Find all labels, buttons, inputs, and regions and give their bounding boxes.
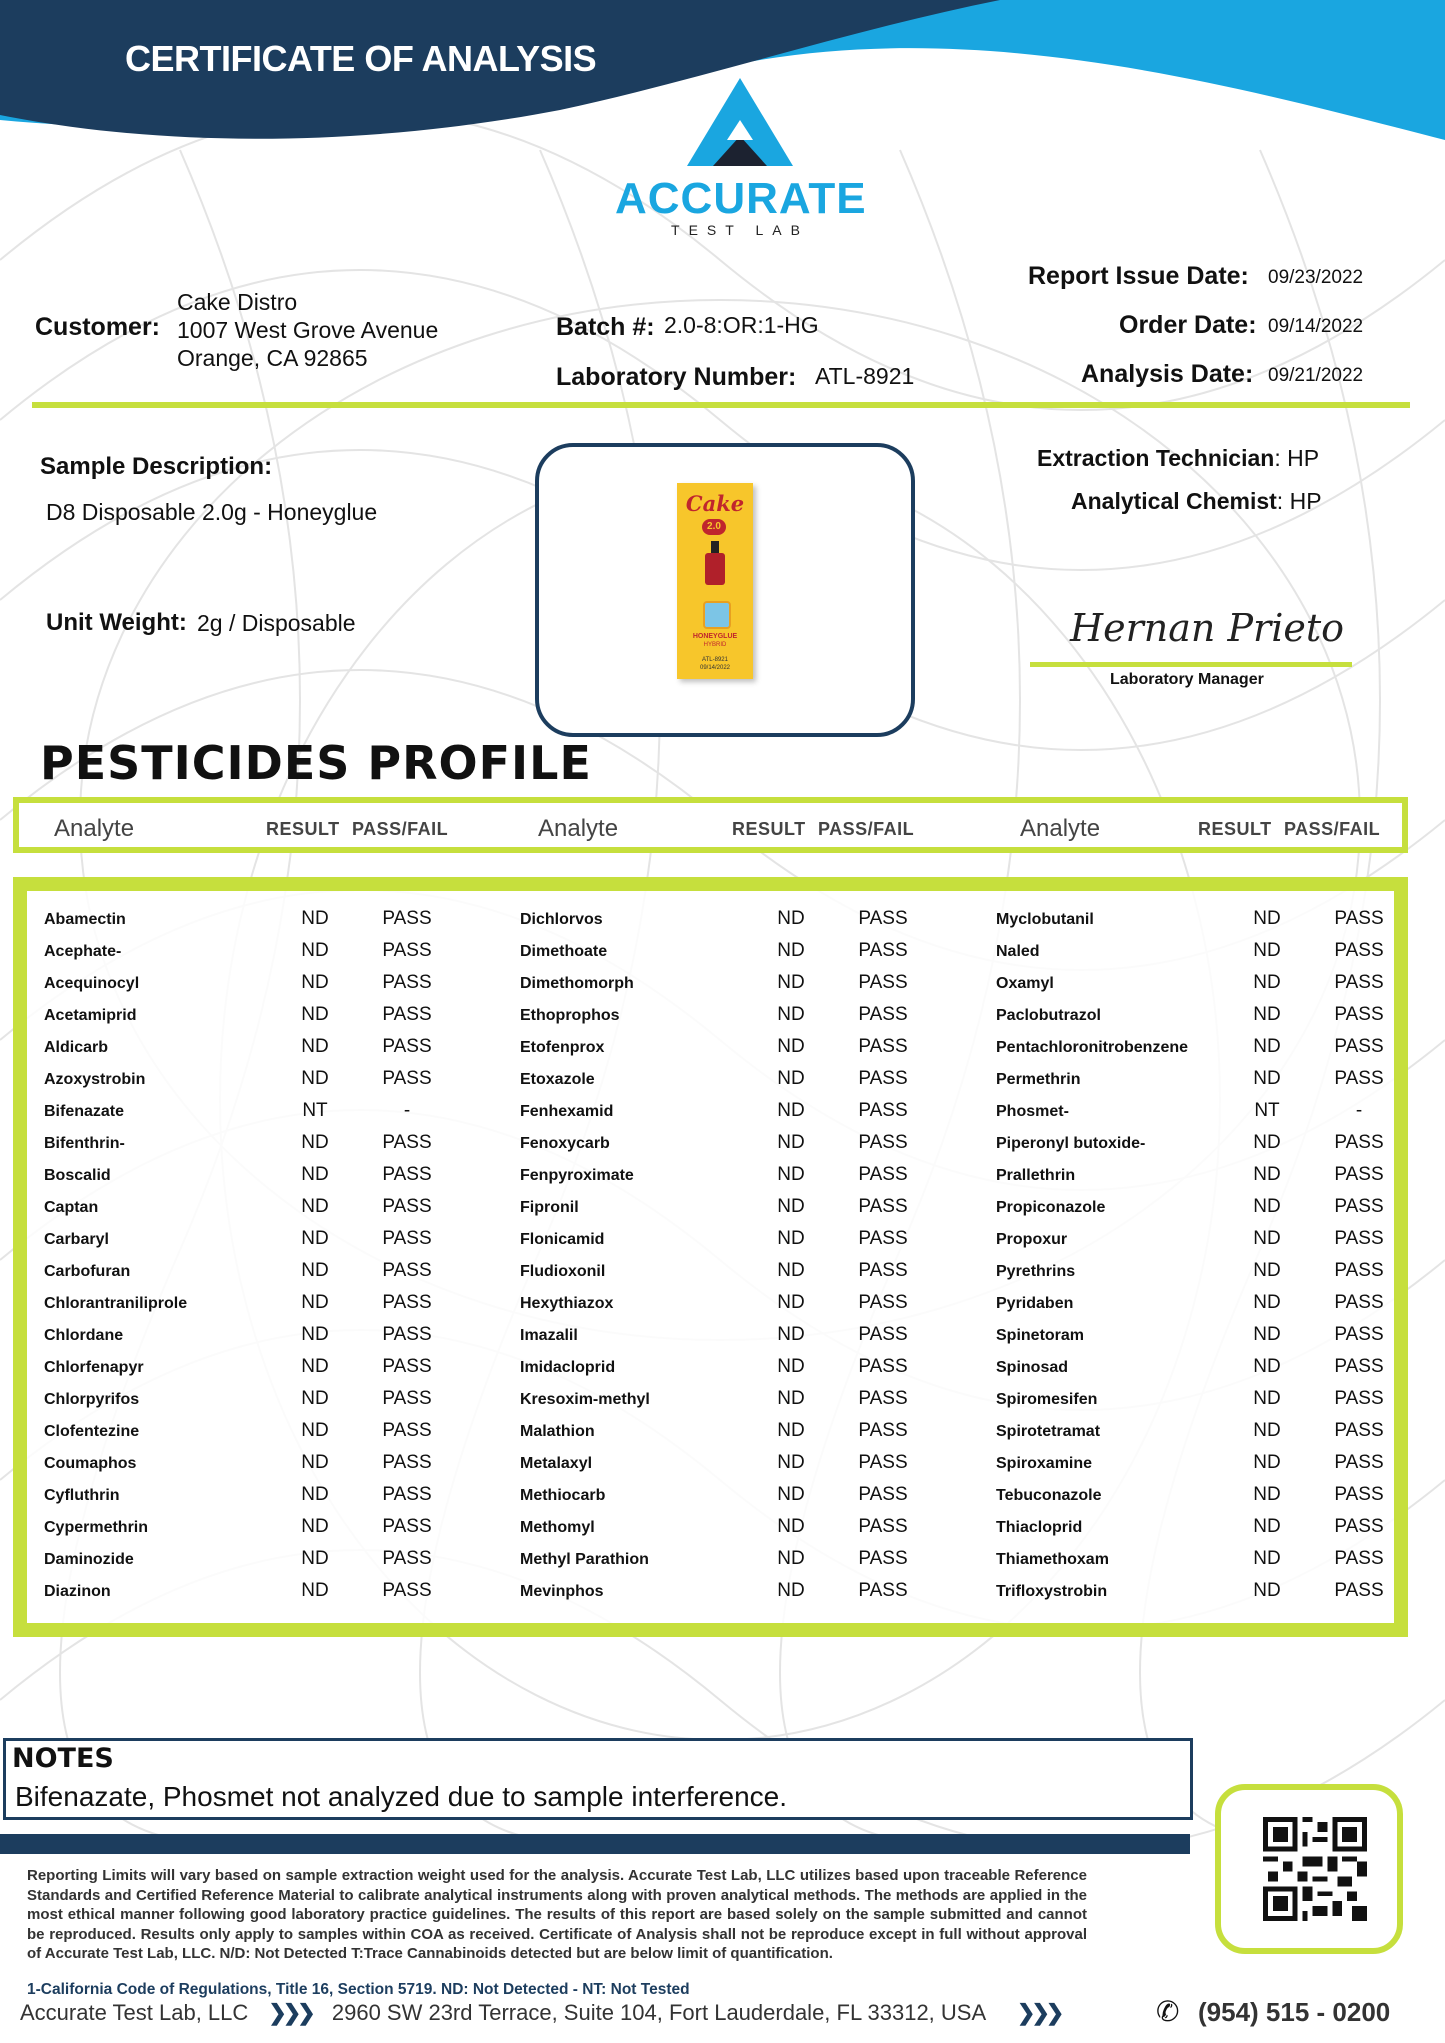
product-box [677,483,753,679]
analyte-result: ND [777,1292,805,1313]
analyte-passfail: PASS [382,1292,432,1313]
issue-date-label: Report Issue Date: [1028,262,1249,290]
analyte-passfail: PASS [858,972,908,993]
analyte-passfail: PASS [1334,972,1384,993]
analyte-result: ND [301,1260,329,1281]
analytical-chemist: Analytical Chemist: HP [1071,488,1322,514]
table-column-header [13,797,1408,853]
manager-signature: Hernan Prieto [1070,606,1344,650]
analyte-name: Ethoprophos [520,1007,620,1024]
qr-code-icon[interactable] [1263,1817,1367,1921]
analyte-result: ND [1253,1516,1281,1537]
analyte-result: ND [777,1132,805,1153]
analyte-passfail: PASS [1334,1484,1384,1505]
analyte-name: Flonicamid [520,1231,605,1248]
analyte-result: ND [777,1196,805,1217]
analyte-name: Fenpyroximate [520,1167,634,1184]
analyte-name: Permethrin [996,1071,1081,1088]
arrow-chevrons-icon: ❯❯❯ [268,2000,312,2025]
analyte-passfail: PASS [382,972,432,993]
analyte-result: ND [1253,1356,1281,1377]
analyte-name: Acequinocyl [44,975,140,992]
analyte-result: ND [1253,1452,1281,1473]
analyte-passfail: PASS [858,1004,908,1025]
analyte-name: Propiconazole [996,1199,1106,1216]
analyte-result: ND [301,1068,329,1089]
analyte-result: ND [777,1484,805,1505]
product-code: ATL-8921 [702,657,728,663]
analyte-result: ND [777,1100,805,1121]
analyte-result: ND [777,1164,805,1185]
disclaimer-text: Reporting Limits will vary based on sample extraction weight used for the analysis. Accurate Test Lab, LLC utilizes based upon traceable Reference Standards and Certified Reference Material to calibrate analytical instruments along with proven analytical methods. The methods are applied in the most ethical manner following good laboratory practice guidelines. The results of this report are based solely on the sample submitted and cannot be reproduced. Results only apply to samples within COA as received. Certificate of Analysis shall not be reproduce except in full without approval of Accurate Test Lab, LLC. N/D: Not Detected T:Trace Cannabinoids detected but are below limit of quantification. [27,1867,1087,1962]
analyte-result: ND [1253,1548,1281,1569]
analyte-name: Captan [44,1199,99,1216]
lab-number-value: ATL-8921 [815,363,915,389]
analyte-name: Fenhexamid [520,1103,614,1120]
extraction-technician-label: Extraction Technician [1037,445,1275,471]
analyte-name: Chlorfenapyr [44,1359,144,1376]
analyte-result: ND [777,1324,805,1345]
analyte-passfail: PASS [1334,1164,1384,1185]
analyte-result: ND [301,1452,329,1473]
batch-label: Batch #: [556,313,655,341]
analyte-result: ND [1253,1388,1281,1409]
order-date-label: Order Date: [1119,311,1257,339]
customer-label: Customer: [35,313,161,341]
analyte-name: Fludioxonil [520,1263,606,1280]
logo-subtitle: TEST LAB [671,222,809,238]
analyte-result: ND [301,972,329,993]
analyte-passfail: PASS [1334,1420,1384,1441]
analyte-name: Pentachloronitrobenzene [996,1039,1189,1056]
table-row [27,1287,1394,1319]
product-line-2: HYBRID [703,642,727,648]
analyte-passfail: - [403,1100,411,1121]
analyte-result: ND [1253,1260,1281,1281]
analyte-result: ND [777,1068,805,1089]
table-row [27,967,1394,999]
analyte-name: Azoxystrobin [44,1071,146,1088]
table-row [27,1351,1394,1383]
extraction-technician-value: HP [1287,445,1320,471]
analyte-name: Pyridaben [996,1295,1074,1312]
product-line-1: HONEYGLUE [692,633,738,640]
analyte-name: Myclobutanil [996,911,1094,928]
analyte-name: Phosmet- [996,1103,1069,1120]
analyte-result: ND [777,1452,805,1473]
analyte-result: ND [301,1388,329,1409]
analyte-result: ND [777,1260,805,1281]
analyte-name: Dimethomorph [520,975,634,992]
analyte-passfail: PASS [858,1228,908,1249]
analyte-name: Chlorantraniliprole [44,1295,188,1312]
analyte-passfail: PASS [1334,908,1384,929]
analyte-passfail: PASS [382,1260,432,1281]
analyte-name: Tebuconazole [996,1487,1102,1504]
analytical-chemist-value: HP [1289,488,1322,514]
analyte-result: ND [301,908,329,929]
unit-weight-label: Unit Weight: [46,609,187,636]
table-row [27,1415,1394,1447]
analyte-passfail: PASS [1334,940,1384,961]
analyte-result: ND [777,972,805,993]
analyte-passfail: PASS [858,1516,908,1537]
analyte-name: Acephate- [44,943,122,960]
accurate-logo [615,78,865,243]
manager-label: Laboratory Manager [1110,671,1264,688]
analyte-result: ND [301,1132,329,1153]
table-row [27,1223,1394,1255]
batch-value: 2.0-8:OR:1-HG [664,312,819,338]
column-analyte-2: Analyte [538,815,619,842]
analyte-name: Thiamethoxam [996,1551,1109,1568]
notes-box [3,1738,1193,1820]
analyte-name: Thiacloprid [996,1519,1083,1536]
analyte-name: Clofentezine [44,1423,140,1440]
analyte-name: Naled [996,943,1040,960]
analyte-result: ND [777,1228,805,1249]
analyte-passfail: PASS [382,1452,432,1473]
analyte-name: Acetamiprid [44,1007,137,1024]
analyte-result: ND [1253,972,1281,993]
product-badge: 2.0 [702,519,726,535]
regulation-note: 1-California Code of Regulations, Title 16, Section 5719. ND: Not Detected - NT: Not Tested [27,1981,690,1998]
analyte-name: Propoxur [996,1231,1068,1248]
analyte-result: ND [301,1356,329,1377]
analyte-result: ND [777,940,805,961]
analyte-name: Spinosad [996,1359,1069,1376]
analyte-passfail: PASS [382,908,432,929]
column-analyte-3: Analyte [1020,815,1101,842]
analyte-passfail: PASS [382,1036,432,1057]
table-row [27,999,1394,1031]
column-passfail-2: PASS/FAIL [818,819,915,839]
analyte-passfail: PASS [382,1228,432,1249]
analyte-name: Oxamyl [996,975,1054,992]
analyte-result: ND [777,1420,805,1441]
analyte-passfail: PASS [858,1388,908,1409]
customer-address-1: 1007 West Grove Avenue [177,317,439,343]
analyte-passfail: PASS [858,1548,908,1569]
footer-address: 2960 SW 23rd Terrace, Suite 104, Fort Lauderdale, FL 33312, USA [331,2000,985,2025]
analyte-passfail: PASS [382,940,432,961]
analyte-passfail: PASS [858,1260,908,1281]
analyte-result: ND [1253,1196,1281,1217]
analyte-name: Spirotetramat [996,1423,1101,1440]
analyte-result: ND [777,1036,805,1057]
analyte-name: Carbofuran [44,1263,131,1280]
analyte-passfail: PASS [858,1164,908,1185]
analyte-name: Malathion [520,1423,595,1440]
analyte-name: Hexythiazox [520,1295,614,1312]
analyte-result: ND [777,1548,805,1569]
column-result-1: RESULT [266,819,340,839]
analyte-name: Fenoxycarb [520,1135,610,1152]
notes-text: Bifenazate, Phosmet not analyzed due to sample interference. [15,1781,788,1812]
analyte-name: Cypermethrin [44,1519,149,1536]
analyte-name: Spiroxamine [996,1455,1093,1472]
analyte-passfail: PASS [1334,1068,1384,1089]
analyte-passfail: PASS [382,1420,432,1441]
analyte-result: ND [1253,1324,1281,1345]
analyte-result: ND [1253,908,1281,929]
analyte-name: Etoxazole [520,1071,595,1088]
analysis-date-value: 09/21/2022 [1268,365,1364,386]
analyte-result: ND [777,1004,805,1025]
analyte-name: Piperonyl butoxide- [996,1135,1146,1152]
analyte-name: Spiromesifen [996,1391,1098,1408]
table-row [27,1479,1394,1511]
analyte-result: ND [1253,1420,1281,1441]
analyte-passfail: PASS [1334,1516,1384,1537]
notes-title: NOTES [12,1743,114,1774]
device-tip [711,541,719,553]
analyte-result: ND [777,908,805,929]
analyte-passfail: PASS [382,1324,432,1345]
column-analyte-1: Analyte [54,815,135,842]
arrow-chevrons-icon: ❯❯❯ [1017,2000,1061,2025]
analyte-name: Abamectin [44,911,126,928]
analyte-result: ND [301,1292,329,1313]
analyte-passfail: PASS [382,1164,432,1185]
analyte-result: ND [1253,940,1281,961]
analyte-result: ND [1253,1484,1281,1505]
product-date: 09/14/2022 [699,665,731,671]
column-passfail-1: PASS/FAIL [352,819,449,839]
analyte-passfail: PASS [1334,1324,1384,1345]
table-row [27,1255,1394,1287]
table-row [27,1095,1394,1127]
customer-name: Cake Distro [177,289,298,315]
table-row [27,1543,1394,1575]
analyte-result: ND [1253,1068,1281,1089]
lab-number-label: Laboratory Number: [556,363,797,391]
analyte-passfail: PASS [858,1580,908,1601]
table-row [27,1063,1394,1095]
sample-description-label: Sample Description: [40,453,273,480]
unit-weight-value: 2g / Disposable [197,610,356,636]
analyte-result: ND [301,940,329,961]
analyte-passfail: - [1355,1100,1363,1121]
analyte-passfail: PASS [858,1100,908,1121]
analyte-passfail: PASS [1334,1388,1384,1409]
signature-line [1030,662,1352,667]
logo-brand: ACCURATE [615,174,867,223]
pesticides-table [13,877,1408,1637]
analyte-result: ND [301,1420,329,1441]
analyte-passfail: PASS [382,1132,432,1153]
analyte-result: ND [1253,1292,1281,1313]
analyte-name: Chlorpyrifos [44,1391,140,1408]
footer-phone[interactable]: (954) 515 - 0200 [1198,1997,1391,2027]
analyte-result: ND [301,1196,329,1217]
analyte-passfail: PASS [1334,1132,1384,1153]
column-result-2: RESULT [732,819,806,839]
product-art [703,601,731,629]
sample-description-value: D8 Disposable 2.0g - Honeyglue [46,499,378,525]
analyte-result: ND [301,1004,329,1025]
analyte-result: ND [301,1516,329,1537]
analyte-passfail: PASS [382,1196,432,1217]
analyte-passfail: PASS [382,1388,432,1409]
analyte-result: ND [1253,1004,1281,1025]
analyte-name: Prallethrin [996,1167,1076,1184]
analyte-passfail: PASS [1334,1228,1384,1249]
analyte-name: Fipronil [520,1199,579,1216]
product-brand: Cake [685,491,745,516]
issue-date-value: 09/23/2022 [1268,267,1364,288]
analyte-passfail: PASS [858,1196,908,1217]
analyte-passfail: PASS [858,1292,908,1313]
analyte-name: Kresoxim-methyl [520,1391,650,1408]
analyte-result: ND [301,1036,329,1057]
extraction-technician: Extraction Technician: HP [1037,445,1320,471]
analyte-passfail: PASS [382,1484,432,1505]
analyte-passfail: PASS [1334,1580,1384,1601]
sample-photo [535,443,915,737]
table-row [27,1319,1394,1351]
table-row [27,1575,1394,1607]
analyte-passfail: PASS [1334,1036,1384,1057]
analyte-name: Imidacloprid [520,1359,616,1376]
column-passfail-3: PASS/FAIL [1284,819,1381,839]
analyte-result: ND [777,1516,805,1537]
device-body [705,553,725,585]
table-row [27,1511,1394,1543]
analyte-name: Boscalid [44,1167,111,1184]
table-row [27,1191,1394,1223]
analyte-name: Etofenprox [520,1039,605,1056]
analyte-name: Carbaryl [44,1231,109,1248]
footer-bar [0,1834,1190,1854]
order-date-value: 09/14/2022 [1268,316,1364,337]
analyte-passfail: PASS [858,1484,908,1505]
analyte-passfail: PASS [858,1068,908,1089]
analyte-passfail: PASS [858,1356,908,1377]
analyte-passfail: PASS [382,1580,432,1601]
analyte-name: Diazinon [44,1583,111,1600]
analyte-name: Methomyl [520,1519,595,1536]
analyte-passfail: PASS [1334,1196,1384,1217]
table-row [27,1383,1394,1415]
analyte-result: ND [1253,1580,1281,1601]
table-row [27,1159,1394,1191]
analyte-name: Methyl Parathion [520,1551,649,1568]
analyte-passfail: PASS [858,908,908,929]
analyte-name: Bifenthrin- [44,1135,125,1152]
analyte-name: Trifloxystrobin [996,1583,1108,1600]
table-row [27,935,1394,967]
analyte-result: ND [1253,1228,1281,1249]
analyte-passfail: PASS [1334,1452,1384,1473]
analyte-result: ND [301,1580,329,1601]
analyte-name: Dichlorvos [520,911,603,928]
analyte-name: Imazalil [520,1327,578,1344]
analyte-result: ND [777,1388,805,1409]
analyte-name: Coumaphos [44,1455,137,1472]
analyte-passfail: PASS [382,1548,432,1569]
analyte-passfail: PASS [1334,1004,1384,1025]
analyte-name: Dimethoate [520,943,608,960]
analyte-passfail: PASS [858,1452,908,1473]
analyte-result: ND [301,1324,329,1345]
logo-triangle-icon [687,78,793,170]
table-row [27,1127,1394,1159]
certificate-title: CERTIFICATE OF ANALYSIS [125,38,597,79]
analyte-name: Metalaxyl [520,1455,593,1472]
table-row [27,903,1394,935]
analyte-name: Bifenazate [44,1103,125,1120]
footer-contact [20,2000,1060,2026]
analyte-name: Pyrethrins [996,1263,1076,1280]
analyte-passfail: PASS [1334,1292,1384,1313]
analyte-result: NT [302,1100,328,1121]
analyte-passfail: PASS [1334,1260,1384,1281]
analyte-passfail: PASS [382,1004,432,1025]
header-divider [32,402,1410,408]
analyte-result: ND [1253,1132,1281,1153]
analyte-result: ND [301,1228,329,1249]
qr-code-frame[interactable] [1215,1784,1403,1954]
analyte-result: ND [777,1580,805,1601]
analyte-passfail: PASS [858,1420,908,1441]
footer-company: Accurate Test Lab, LLC [20,2000,249,2025]
analyte-result: ND [1253,1164,1281,1185]
analyte-name: Methiocarb [520,1487,606,1504]
analyte-passfail: PASS [382,1356,432,1377]
analyte-name: Spinetoram [996,1327,1085,1344]
analyte-name: Cyfluthrin [44,1487,120,1504]
analyte-result: ND [1253,1036,1281,1057]
analyte-name: Paclobutrazol [996,1007,1101,1024]
analysis-date-label: Analysis Date: [1081,360,1254,388]
analyte-result: ND [301,1484,329,1505]
column-result-3: RESULT [1198,819,1272,839]
analyte-result: ND [301,1164,329,1185]
phone-icon: ✆ [1156,1996,1180,2027]
analyte-passfail: PASS [1334,1548,1384,1569]
analyte-passfail: PASS [858,940,908,961]
analyte-name: Aldicarb [44,1039,109,1056]
analyte-passfail: PASS [858,1324,908,1345]
analyte-passfail: PASS [1334,1356,1384,1377]
analyte-passfail: PASS [858,1132,908,1153]
analyte-passfail: PASS [382,1068,432,1089]
customer-address-2: Orange, CA 92865 [177,345,368,371]
analyte-result: NT [1254,1100,1280,1121]
table-row [27,1031,1394,1063]
section-title: PESTICIDES PROFILE [40,736,592,790]
analytical-chemist-label: Analytical Chemist [1071,488,1277,514]
analyte-name: Chlordane [44,1327,124,1344]
table-row [27,1447,1394,1479]
analyte-result: ND [777,1356,805,1377]
analyte-passfail: PASS [382,1516,432,1537]
analyte-result: ND [301,1548,329,1569]
analyte-passfail: PASS [858,1036,908,1057]
analyte-name: Mevinphos [520,1583,604,1600]
analyte-name: Daminozide [44,1551,134,1568]
